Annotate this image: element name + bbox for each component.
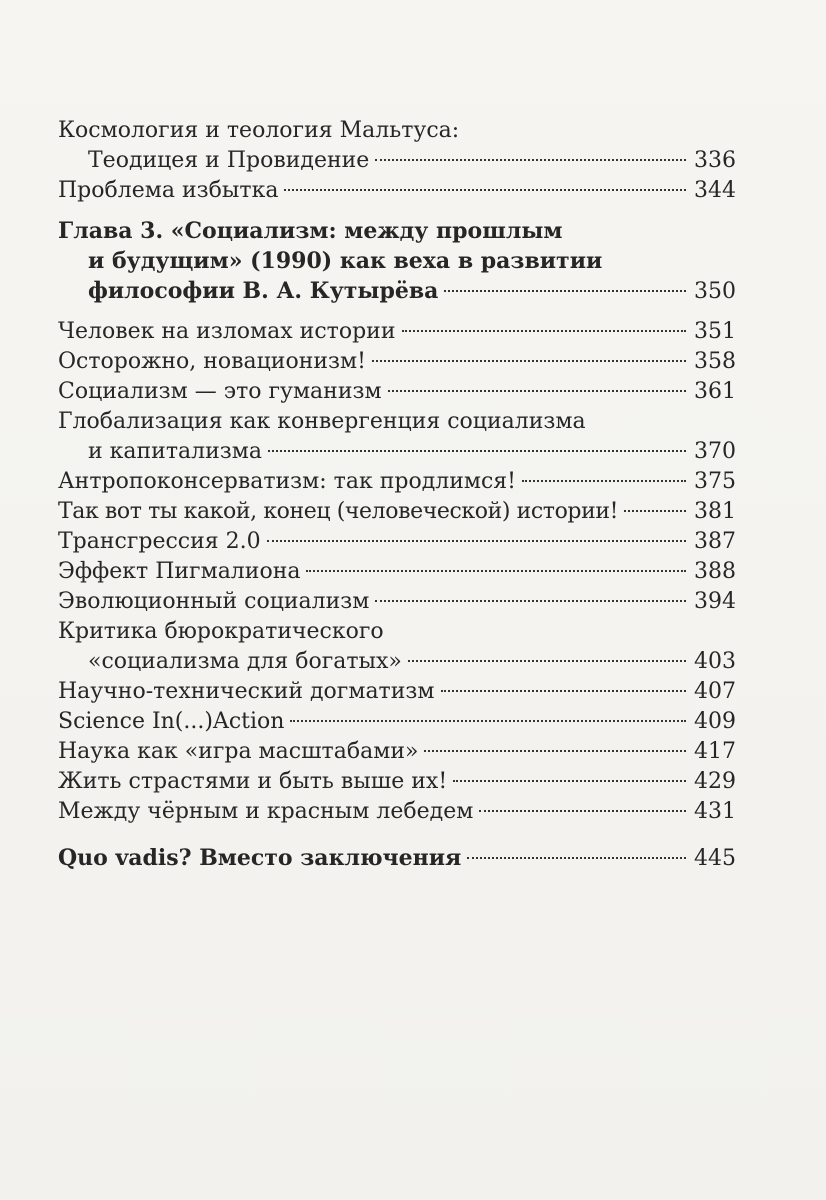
toc-entry-title: Критика бюрократического xyxy=(58,619,384,644)
dot-leader xyxy=(375,600,686,602)
toc-entry-title: Так вот ты какой, конец (человеческой) истории! xyxy=(58,499,619,524)
toc-entry-title: Человек на изломах истории xyxy=(58,319,396,344)
toc-entry xyxy=(58,347,736,377)
dot-leader xyxy=(402,330,687,332)
toc-entry-title: Между чёрным и красным лебедем xyxy=(58,799,474,824)
toc-page-number: 336 xyxy=(694,148,736,173)
toc-chapter-title: Глава 3. «Социализм: между прошлым xyxy=(58,218,563,244)
toc-entry xyxy=(58,176,736,206)
toc-entry-title: Science In(...)Action xyxy=(58,709,285,734)
dot-leader xyxy=(290,720,686,722)
toc-entry xyxy=(58,767,736,797)
toc-page-number: 394 xyxy=(694,589,736,614)
dot-leader xyxy=(522,480,686,482)
toc-entry-title: Осторожно, новационизм! xyxy=(58,349,366,374)
toc-entry xyxy=(58,557,736,587)
dot-leader xyxy=(284,189,686,191)
toc-entry-title: и капитализма xyxy=(88,439,263,464)
toc-entry-title: Трансгрессия 2.0 xyxy=(58,529,261,554)
toc-chapter-title: Quo vadis? Вместо заключения xyxy=(58,845,462,871)
toc-page-number: 431 xyxy=(694,799,736,824)
dot-leader xyxy=(375,159,686,161)
dot-leader xyxy=(424,750,686,752)
toc-entry xyxy=(58,677,736,707)
toc-entry xyxy=(58,407,736,467)
toc-entry xyxy=(58,497,736,527)
toc-chapter-title: и будущим» (1990) как веха в развитии xyxy=(88,248,603,274)
toc-entry-title: Научно-технический догматизм xyxy=(58,679,435,704)
toc-entry-title: Космология и теология Мальтуса: xyxy=(58,118,460,143)
dot-leader xyxy=(453,780,686,782)
toc-page-number: 350 xyxy=(694,279,736,304)
toc-chapter-title: философии В. А. Кутырёва xyxy=(88,278,439,304)
toc-page-number: 387 xyxy=(694,529,736,554)
toc-entry xyxy=(58,617,736,677)
toc-entry-title: «социализма для богатых» xyxy=(88,649,402,674)
toc-entry-title: Антропоконсерватизм: так продлимся! xyxy=(58,469,517,494)
dot-leader xyxy=(441,690,686,692)
toc-page-number: 361 xyxy=(694,379,736,404)
toc-page-number: 375 xyxy=(694,469,736,494)
toc-entry xyxy=(58,527,736,557)
dot-leader xyxy=(268,450,686,452)
toc-chapter-entry xyxy=(58,216,736,307)
toc-page-number: 407 xyxy=(694,679,736,704)
dot-leader xyxy=(267,540,686,542)
table-of-contents xyxy=(58,116,736,874)
toc-page-number: 388 xyxy=(694,559,736,584)
toc-entry xyxy=(58,707,736,737)
toc-entry xyxy=(58,737,736,767)
toc-entry-title: Наука как «игра масштабами» xyxy=(58,739,419,764)
toc-page-number: 370 xyxy=(694,439,736,464)
dot-leader xyxy=(479,810,686,812)
toc-conclusion-entry xyxy=(58,843,736,874)
toc-entry-title: Социализм — это гуманизм xyxy=(58,379,382,404)
dot-leader xyxy=(306,570,686,572)
toc-entry xyxy=(58,377,736,407)
toc-page-number: 403 xyxy=(694,649,736,674)
toc-entry xyxy=(58,587,736,617)
toc-entry-title: Глобализация как конвергенция социализма xyxy=(58,409,586,434)
toc-entry xyxy=(58,317,736,347)
toc-entry xyxy=(58,797,736,827)
dot-leader xyxy=(467,857,686,859)
dot-leader xyxy=(388,390,686,392)
toc-page-number: 381 xyxy=(694,499,736,524)
dot-leader xyxy=(624,510,686,512)
dot-leader xyxy=(408,660,686,662)
toc-entry-title: Теодицея и Провидение xyxy=(88,148,370,173)
toc-page-number: 409 xyxy=(694,709,736,734)
toc-page-number: 351 xyxy=(694,319,736,344)
dot-leader xyxy=(444,290,686,292)
toc-page-number: 358 xyxy=(694,349,736,374)
toc-entry xyxy=(58,467,736,497)
toc-page-number: 417 xyxy=(694,739,736,764)
toc-page-number: 344 xyxy=(694,178,736,203)
toc-entry-title: Проблема избытка xyxy=(58,178,279,203)
toc-entry-title: Эффект Пигмалиона xyxy=(58,559,301,584)
toc-entry-title: Эволюционный социализм xyxy=(58,589,370,614)
toc-page-number: 429 xyxy=(694,769,736,794)
dot-leader xyxy=(372,360,686,362)
toc-page-number: 445 xyxy=(694,846,736,871)
toc-entry xyxy=(58,116,736,176)
toc-entry-title: Жить страстями и быть выше их! xyxy=(58,769,448,794)
